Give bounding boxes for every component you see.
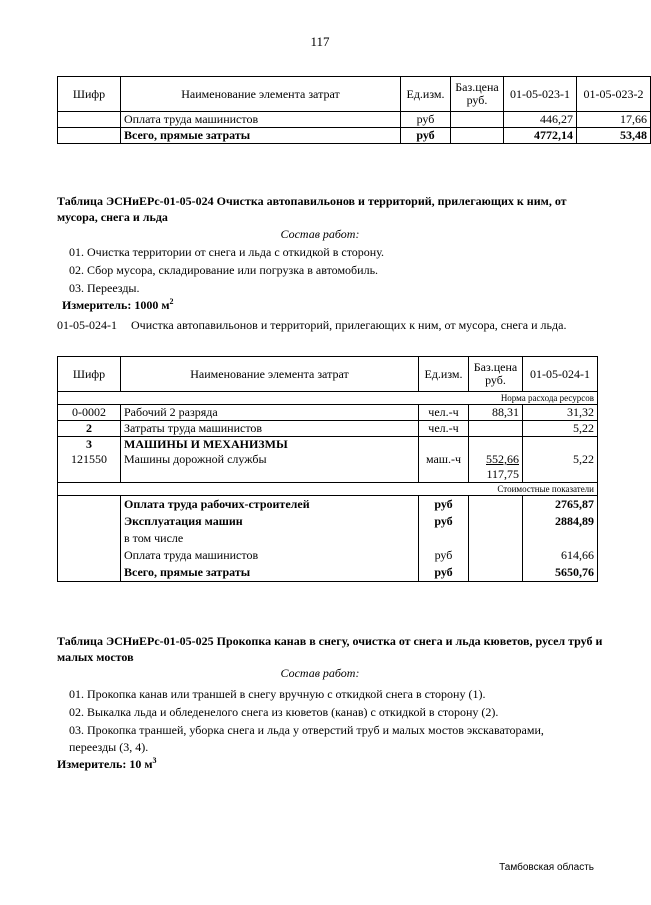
row-code: 2 (58, 421, 121, 437)
row-name: Рабочий 2 разряда (121, 405, 419, 421)
header-code: Шифр (58, 357, 121, 392)
footer-region: Тамбовская область (499, 862, 594, 873)
row-value: 5,22 (523, 421, 598, 437)
header-col-024-1: 01-05-024-1 (523, 357, 598, 392)
work-item: 02. Выкалка льда и обледенелого снега из кюветов (канав) с откидкой в сторону (2). (69, 705, 499, 719)
row-value: 446,27 (504, 112, 577, 128)
row-code: 0-0002 (58, 405, 121, 421)
section-title-025: Таблица ЭСНиЕРс-01-05-025 Прокопка канав в снегу, очистка от снега и льда кюветов, русел труб и малых мостов (57, 634, 603, 664)
row-name: МАШИНЫ И МЕХАНИЗМЫ Машины дорожной службы (121, 437, 419, 483)
row-unit: руб (401, 112, 451, 128)
section-title-024: Таблица ЭСНиЕРс-01-05-024 Очистка автопавильонов и территорий, прилегающих к ним, от мусора, снега и льда (57, 194, 567, 224)
row-name: Всего, прямые затраты (121, 128, 401, 144)
norm-label: Норма расхода ресурсов (58, 392, 598, 405)
header-name: Наименование элемента затрат (121, 357, 419, 392)
row-unit: чел.-ч (419, 405, 469, 421)
work-item: 01. Очистка территории от снега и льда с откидкой в сторону. (69, 245, 385, 259)
row-value: 4772,14 (504, 128, 577, 144)
work-item: 03. Прокопка траншей, уборка снега и льда у отверстий труб и малых мостов экскаваторами, переезды (3, 4). (69, 723, 544, 754)
cost-table-024 (57, 356, 598, 582)
header-code: Шифр (58, 77, 121, 112)
work-item: 03. Переезды. (69, 281, 140, 295)
row-value: 53,48 (577, 128, 651, 144)
row-code: 3 121550 (58, 437, 121, 483)
measure-unit: Измеритель: 1000 $м^2$ (62, 297, 174, 312)
header-price: Баз.цена руб. (469, 357, 523, 392)
page-number: 117 (310, 34, 330, 49)
row-value: 17,66 (577, 112, 651, 128)
row-price: 88,31 (469, 405, 523, 421)
row-unit: маш.-ч (419, 437, 469, 483)
row-value: 5,22 (523, 437, 598, 483)
header-unit: Ед.изм. (419, 357, 469, 392)
row-value: 31,32 (523, 405, 598, 421)
measure-unit: Измеритель: 10 $м^3$ (57, 756, 157, 771)
table-row (58, 421, 598, 437)
row-name: Затраты труда машинистов (121, 421, 419, 437)
cost-names: Оплата труда рабочих-строителей Эксплуатация машин в том числе Оплата труда машинистов Всего, прямые затраты (121, 496, 419, 582)
work-item: 02. Сбор мусора, складирование или погрузка в автомобиль. (69, 263, 379, 277)
row-unit: чел.-ч (419, 421, 469, 437)
cost-block (58, 496, 598, 582)
header-col-023-2: 01-05-023-2 (577, 77, 651, 112)
rate-code-line (57, 317, 612, 351)
table-row (58, 128, 651, 144)
row-unit: руб (401, 128, 451, 144)
table-row (58, 405, 598, 421)
table-row (58, 437, 598, 483)
header-col-023-1: 01-05-023-1 (504, 77, 577, 112)
works-caption: Состав работ: (280, 227, 360, 241)
table-row (58, 112, 651, 128)
header-name: Наименование элемента затрат (121, 77, 401, 112)
header-price: Баз.цена руб. (451, 77, 504, 112)
works-caption: Состав работ: (280, 666, 360, 680)
rate-code: 01-05-024-1 (57, 318, 117, 332)
cost-table-023 (57, 76, 651, 144)
row-price: 552,66 117,75 (469, 437, 523, 483)
row-price (469, 421, 523, 437)
cost-values: 2765,87 2884,89 614,66 5650,76 (523, 496, 598, 582)
rate-description: Очистка автопавильонов и территорий, прилегающих к ним, от мусора, снега и льда. (131, 318, 567, 332)
cost-units: руб руб руб руб (419, 496, 469, 582)
header-unit: Ед.изм. (401, 77, 451, 112)
cost-label: Стоимостные показатели (58, 483, 598, 496)
row-name: Оплата труда машинистов (121, 112, 401, 128)
work-item: 01. Прокопка канав или траншей в снегу вручную с откидкой снега в сторону (1). (69, 687, 486, 701)
